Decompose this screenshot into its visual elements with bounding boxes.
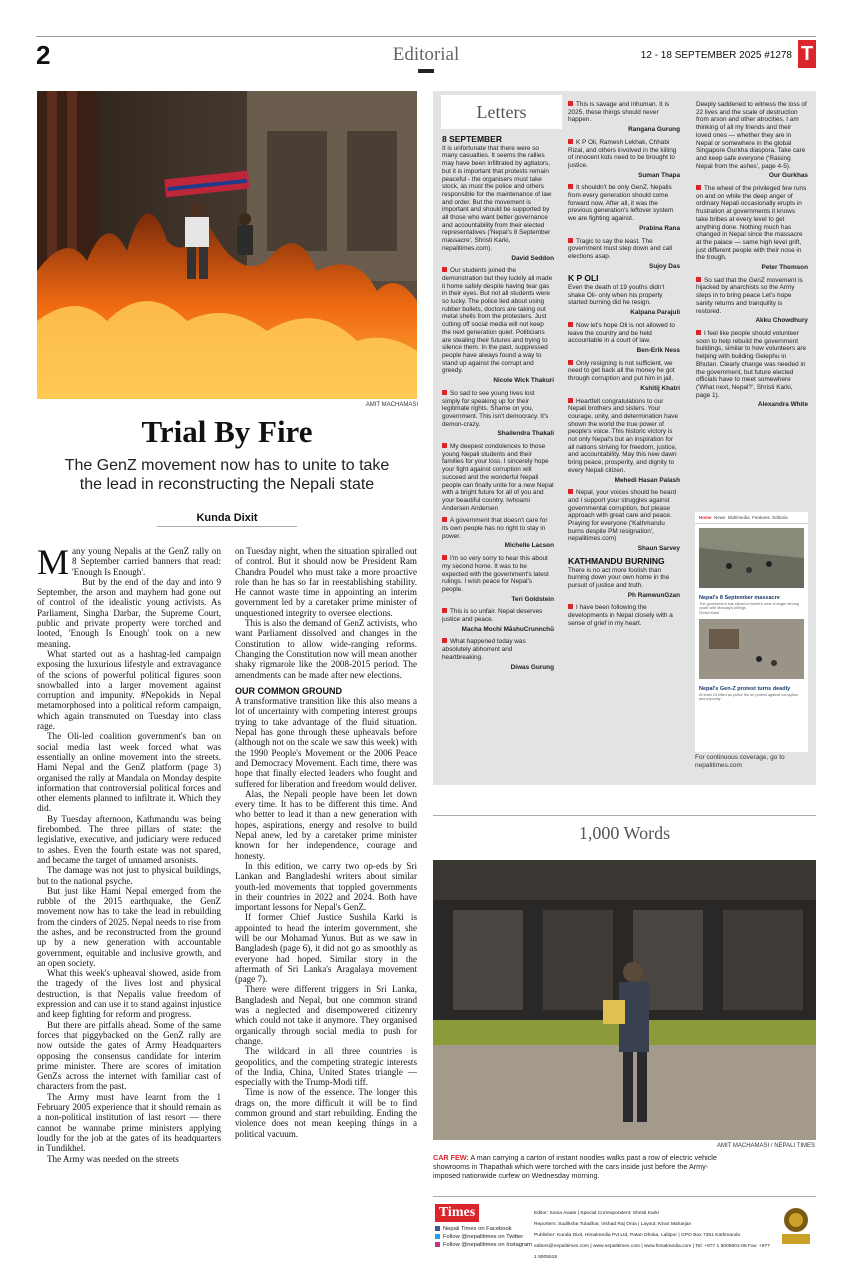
red-square-bullet-icon	[568, 360, 573, 365]
letter-text: My deepest condolences to those young Nepali students and their families for your loss. I sincerely hope your fight against corruption will succeed and the wonderful Nepali people can finally unite for a new Nepal with a bright future for all of you and your beautiful country. Iwhoami Andersen Andersen	[442, 443, 554, 512]
letter-heading: 8 SEPTEMBER	[442, 134, 502, 144]
red-square-bullet-icon	[442, 390, 447, 395]
standfirst: The GenZ movement now has to unite to take the lead in reconstructing the Nepali state	[64, 457, 390, 493]
red-square-bullet-icon	[568, 604, 573, 609]
letter-signature: Ben-Erik Ness	[636, 346, 680, 354]
letter-item	[696, 101, 808, 180]
red-square-bullet-icon	[568, 398, 573, 403]
web-story-headline-2: Nepal's Gen-Z protest turns deadly	[699, 686, 791, 692]
letter-text: Tragic to say the least. The government must step down and call elections asap.	[568, 237, 673, 260]
letter-text: It shouldn't be only GenZ, Nepalis from every generation should come forward now. After all, it was the previous generation's leftover system we are fighting against.	[568, 184, 674, 223]
letter-item	[442, 555, 554, 603]
article-paragraph: on Tuesday night, when the situation spiralled out of control. But it should now be President Ram Chandra Poudel who must take a more proactive role than he has so far in reestablishing stability. He cannot waste time in appointing an interim government led by a caretaker prime minister of unquestioned integrity to oversee elections.	[235, 546, 417, 618]
issue-date: 12 - 18 SEPTEMBER 2025 #1278	[640, 50, 792, 61]
article-paragraph: What started out as a hashtag-led campaign exposing the luxurious lifestyle and extravagance of the scions of powerful political figures soon snowballed into a larger movement against corruption and impunity. #Nepokids in Nepal metamorphosed into a political reform campaign, which again transmuted on Tuesday into class rage.	[37, 648, 221, 732]
fire-protest-image	[37, 91, 417, 399]
letter-text: I'm so very sorry to hear this about my second home. It was to be expected with the government's latest rulings. I wish peace for Nepal's people.	[442, 555, 549, 593]
times-logo-icon: T	[798, 40, 816, 68]
article-paragraph: There were different triggers in Sri Lanka, Bangladesh and Nepal, but one common strand was a neglected and disempowered citizenry which could not take it anymore. They organised organically through social media to push for change.	[235, 984, 417, 1046]
letter-item	[568, 101, 680, 134]
thousand-words-title: 1,000 Words	[578, 823, 671, 843]
web-story-image-2	[699, 619, 804, 679]
article-paragraph: What this week's upheaval showed, aside from the tragedy of the lives lost and physical destruction, is that Nepalis value freedom of expression and can use it to stand against injustice and keep fighting for reform and progress.	[37, 968, 221, 1020]
letter-item	[568, 489, 680, 553]
red-square-bullet-icon	[696, 185, 701, 190]
footer-rule	[433, 1196, 816, 1197]
letter-signature: Peter Thomson	[761, 264, 808, 272]
burnt-showroom-image	[433, 860, 816, 1140]
thousand-words-photo	[433, 860, 816, 1140]
letters-column-1	[442, 134, 554, 774]
red-square-bullet-icon	[442, 555, 447, 560]
letter-text: This is savage and inhuman. It is 2025, these things should never happen.	[568, 101, 670, 124]
article-paragraph: In this edition, we carry two op-eds by Sri Lankan and Bangladeshi writers about similar youth-led movements that toppled governments in their countries in 2022 and 2024. Both have important lessons for Nepal's GenZ.	[235, 860, 417, 913]
letter-text: Heartfelt congratulations to our Nepali brothers and sisters. Your courage, unity, and determination have shown the world the true power of people's voice. This historic victory is not only Nepal's but an inspiration for all nations striving for freedom, justice, and accountability. May this new dawn bring peace, prosperity, and dignity to every Nepali citizen.	[568, 397, 679, 474]
article-column-1	[37, 546, 221, 1252]
letter-item	[568, 398, 680, 485]
red-square-bullet-icon	[442, 608, 447, 613]
letter-item	[442, 517, 554, 550]
instagram-icon	[435, 1242, 440, 1247]
letter-signature: Alexandra White	[757, 401, 808, 409]
letter-text: Deeply saddened to witness the loss of 22 lives and the scale of destruction from arson and other atrocities. I am thinking of all my friends and their loved ones — whether they are in Nepal or somewhere in the global Singapore Gurkha diaspora. Take care and keep safe everyone ('Raising Nepal from the ashes', page 4-5).	[696, 101, 807, 170]
letter-signature: Diwas Gurung	[510, 663, 554, 671]
red-square-bullet-icon	[442, 517, 447, 522]
letter-item	[568, 238, 680, 271]
web-story-summary-1: The government has stirred a hornet's nest of anger among youth with Monday's killings	[699, 602, 799, 610]
drop-cap: M	[37, 546, 70, 582]
red-square-bullet-icon	[568, 322, 573, 327]
letter-item	[442, 267, 554, 385]
letter-text: Only resigning is not sufficient, we need to get back all the money he got through corruption and put him in jail.	[568, 359, 675, 383]
letter-text: What happened today was absolutely abhorrent and heartbreaking.	[442, 638, 526, 661]
section-underline	[418, 69, 434, 73]
letter-item	[442, 136, 554, 262]
header-rule	[36, 36, 816, 37]
red-square-bullet-icon	[568, 101, 573, 106]
article-paragraph: This is also the demand of GenZ activists, who want Parliament dissolved and changes in the Constitution to allow wide-ranging reforms. Changing the Constitution now will mean another shaky rigmarole like the 2008-2015 period. The amendments can be made after new elections.	[235, 618, 417, 680]
facebook-link[interactable]: Nepali Times on Facebook	[435, 1226, 512, 1232]
thousand-words-caption: CAR FEW: A man carrying a carton of instant noodles walks past a row of electric vehicle showrooms in Thapathali which were torched with the cars inside just before the Army-imposed nationwide curfew on Wednesday morning.	[433, 1153, 717, 1180]
letter-signature: Macha Mochi MāshuCrunnchū	[461, 625, 554, 633]
letter-item	[442, 443, 554, 512]
letter-signature: Teri Goldstein	[511, 595, 554, 603]
letter-text: Now let's hope Oli is not allowed to leave the country and be held accountable in a court of law.	[568, 321, 675, 345]
letter-signature: Suman Thapa	[638, 171, 680, 179]
article-paragraph: But just like Hami Nepal emerged from the rubble of the 2015 earthquake, the GenZ movement now has to take the lead in rebuilding from the cinders of 2025. Nepal needs to rise from the ashes, and be reconstructed from the ground up by a new generation with accountable government, equitable and inclusive growth, and an open society.	[37, 885, 221, 968]
article-column-2	[235, 546, 417, 1252]
letter-item	[696, 185, 808, 272]
article-paragraph: But by the end of the day and into 9 September, the arson and mayhem had gone out of control of the idealistic young activists. As Parliament, Singha Darbar, the Supreme Court, public and private property were torched and looted, 'Enough Is Enough' took on a new meaning.	[37, 576, 221, 649]
himalmedia-lion-icon	[776, 1202, 816, 1246]
article-paragraph: By Tuesday afternoon, Kathmandu was being firebombed. The three pillars of state: the legislative, executive, and judiciary were reduced to ashes. Even the fourth estate was not spared, and became the target of unnamed arsonists.	[37, 813, 221, 865]
red-square-bullet-icon	[568, 489, 573, 494]
letter-text: A government that doesn't care for its own people has no right to stay in power.	[442, 517, 548, 540]
lead-photo	[37, 91, 417, 399]
article-paragraph: The wildcard in all three countries is geopolitics, and the competing strategic interests of the India, China, United States triangle — especially with the Trump-Modi tiff.	[235, 1046, 417, 1088]
byline: Kunda Dixit	[196, 512, 258, 524]
letter-signature: Prabina Rana	[639, 224, 680, 232]
letter-signature: Mehedi Hasan Palash	[614, 476, 680, 484]
letter-item	[568, 322, 680, 355]
letter-signature: Michelle Lacson	[504, 542, 554, 550]
byline-rule	[157, 526, 297, 527]
red-square-bullet-icon	[442, 443, 447, 448]
letter-heading: K P OLI	[568, 273, 599, 284]
letter-item	[442, 608, 554, 633]
red-square-bullet-icon	[442, 267, 447, 272]
article-paragraph: But there are pitfalls ahead. Some of the same forces that piggybacked on the GenZ rally are now outside the gates of Army Headquarters opposing the consensus candidate for interim prime minister. There are scores of imitation GenZs across the internet with familiar cast of characters from the past.	[37, 1019, 221, 1092]
facebook-icon	[435, 1226, 440, 1231]
letter-text: Even the death of 19 youths didn't shake Oli- only when his property started burning did he resign.	[568, 284, 665, 307]
lead-photo-credit: AMIT MACHAMASI	[365, 402, 418, 408]
letter-item	[568, 139, 680, 180]
red-square-bullet-icon	[696, 277, 701, 282]
letter-signature: Akku Chowdhury	[755, 317, 808, 325]
article-paragraph: Many young Nepalis at the GenZ rally on 8 September carried banners that read: 'Enough Is Enough'.	[37, 546, 221, 582]
red-square-bullet-icon	[442, 638, 447, 643]
web-story-headline-1: Nepal's 8 September massacre	[699, 595, 780, 601]
letter-signature: Rangana Gurung	[628, 126, 680, 134]
instagram-link[interactable]: Follow @nepalitimes on Instagram	[435, 1242, 532, 1248]
letter-item	[442, 638, 554, 671]
red-square-bullet-icon	[568, 184, 573, 189]
letter-text: There is no act more foolish than burning down your own home in the pursuit of justice and truth.	[568, 566, 670, 589]
letter-text: So sad to see young lives lost simply for speaking up for their legitimate rights. Shame on you, government. This isn't democracy. It's demon-crazy.	[442, 389, 549, 428]
web-story-author-1: Shristi Karki	[699, 611, 720, 615]
letter-text: So sad that the GenZ movement is hijacked by anarchists so the Army steps in to bring peace Let's hope sanity returns and tranquility is restored.	[696, 276, 803, 315]
article-paragraph: The Army must have learnt from the 1 February 2005 experience that it should remain as a non-political institution of last resort — there cannot be wannabe prime ministers applying loudly for the job at the gates of its headquarters in Tundikhel.	[37, 1091, 221, 1154]
letter-text: It is unfortunate that there were so many casualties. It seems the rallies may have been infiltrated by agitators, but it is important that protests remain peaceful - the organisers must take stock, as must the police and others responsible for the maintenance of law and order. But the movement is important and should be supported by all those who want better governance and accountability from their elected representatives ('Nepal's 8 September massacre', Shristi Karki, nepalitimes.com).	[442, 144, 552, 252]
letter-heading: KATHMANDU BURNING	[568, 555, 665, 566]
website-nav: Home News Multimedia Features Editoria	[695, 512, 808, 524]
letter-item	[568, 604, 680, 627]
letter-text: I have been following the developments in Nepal closely with a sense of grief in my heart.	[568, 604, 673, 627]
letter-item	[568, 275, 680, 317]
website-caption: For continuous coverage, go to nepalitimes.com	[695, 754, 785, 769]
times-footer-logo: Times	[435, 1204, 479, 1222]
letter-item	[568, 184, 680, 232]
letter-signature: Kalpana Parajuli	[630, 309, 680, 317]
letter-item	[568, 360, 680, 393]
letter-text: This is so unfair. Nepal deserves justice and peace.	[442, 608, 543, 624]
letter-signature: Kshitij Khatri	[640, 384, 680, 392]
letter-item	[696, 277, 808, 325]
article-paragraph: If former Chief Justice Sushila Karki is appointed to head the interim government, she will be our Mohamad Yunus. But as we saw in Bangladesh (page 6), it did not go as smoothly as everyone had hoped. Similar story in the aftermath of Sri Lanka's Aragalaya movement (page 7).	[235, 912, 417, 985]
article-paragraph: Time is now of the essence. The longer this drags on, the more difficult it will be to find common ground and start rebuilding. Ending the violence does not mean keeping things in a political vacuum.	[235, 1087, 417, 1139]
letter-text: Our students joined the demonstration but they luckily all made it home safely despite having tear gas in their eyes. But not all students were so lucky. The police lied about using rubber bullets, doctors are taking out metal shells from the protesters. Just cutting off social media will not keep the next generation quiet. Politicians are stealing their futures and trying to silence them. In the past, suppressed people have always found a way to stand up against the corrupt and greedy.	[442, 267, 553, 375]
website-thumbnail[interactable]	[695, 512, 808, 752]
red-square-bullet-icon	[568, 238, 573, 243]
letter-text: I feel like people should volunteer soon to help rebuild the government buildings, similar to how volunteers are helping with building Gelephu in Bhutan. Clearly change was needed in the government, but future elected officials have to meet somewhere ('What next, Nepal?', Shristi Karki, page 1).	[696, 329, 807, 399]
letter-signature: Nicole Wick Thakuri	[493, 377, 554, 385]
red-square-bullet-icon	[568, 139, 573, 144]
article-paragraph: Alas, the Nepali people have been let down every time. It has to be different this time. And who better to lead it than a new generation with hopes, aspirations, energy and resolve to build Nepal anew, led by a caretaker prime minister known for her independence, courage and honesty.	[235, 788, 417, 861]
thousand-words-rule	[433, 815, 816, 816]
letter-item	[568, 555, 680, 600]
web-story-image-1	[699, 528, 804, 588]
letter-text: Nepal, your voices should be heard and I support your struggles against governmental corruption, but please approach with great care and peace. Praying for everyone ('Kathmandu burns despite PM resignation', nepalitimes.com)	[568, 489, 677, 543]
thousand-words-credit: AMIT MACHAMASI / NEPALI TIMES	[716, 1143, 815, 1149]
letter-signature: Sujoy Das	[649, 262, 680, 270]
letter-signature: David Seddon	[511, 254, 554, 262]
letter-signature: Shaun Sarvey	[637, 545, 680, 553]
letter-item	[696, 330, 808, 409]
red-square-bullet-icon	[696, 330, 701, 335]
letters-title: Letters	[441, 95, 562, 129]
letter-signature: Ph RamwunGzan	[627, 591, 680, 599]
article-subhead: OUR COMMON GROUND	[235, 685, 342, 696]
letter-text: The wheel of the privileged few runs on and on while the deep anger of ordinary Nepali occasionally erupts in frustration at governments it knows take bribes at every level to get anything done. Nothing much has changed in Nepal since the massacre at the palace — same high level grift, just different people with their nose in the trough.	[696, 185, 807, 262]
letter-signature: Our Gurkhas	[768, 172, 808, 180]
letter-text: K P Oli, Ramesh Lekhak, Chhabi Rizal, and others involved in the killing of innocent kids need to be brought to justice.	[568, 138, 677, 169]
letter-signature: Shailendra Thakali	[497, 430, 554, 438]
article-paragraph: The Oli-led coalition government's ban on social media last week forced what was essentially an online movement into the streets. Hami Nepal and the GenZ platform (page 3) organised the rally at Mandala on Monday despite information that controversial political forces and other elements planned to infiltrate it. Which they did.	[37, 731, 221, 814]
page-number: 2	[36, 40, 51, 70]
twitter-icon	[435, 1234, 440, 1239]
article-paragraph: The damage was not just to physical buildings, but to the national psyche.	[37, 865, 221, 886]
letter-item	[442, 390, 554, 438]
masthead-info: Editor: Sonia Awale | Special Correspondent: Shristi Karki Reporters: Sudiksha Tuladhar, Vishad Raj Onta | Layout: Kiran Maharjan Publisher: Kunda Dixit, Himalmedia Pvt Ltd, Patan Dhoka, Lalitpur | GPO Box 7251 Kathmandu editors@nepalitimes.com | www.nepalitimes.com | www.himalmedia.com | Tel: +977 1 5005601-08 Fax: +977 1 5005518	[534, 1211, 770, 1260]
article-paragraph: The Army was needed on the streets	[47, 1153, 179, 1164]
letters-column-3	[696, 101, 808, 509]
twitter-link[interactable]: Follow @nepalitimes on Twitter	[435, 1234, 523, 1240]
article-paragraph: A transformative transition like this also means a lot of uncertainty with competing interest groups trying to take advantage of the fluid situation. Nepal has gone through these upheavals before (although not on the scale we saw this week) with the 1990 People's Movement or the 2006 Peace and Democracy Movement. Each time, there was hope that finally elected leaders who fought and suffered for liberation and freedom would deliver.	[235, 696, 417, 789]
headline: Trial By Fire	[141, 414, 313, 449]
web-story-summary-2: At least 19 killed as police fire on protest against corruption and impunity	[699, 693, 799, 701]
section-title: Editorial	[392, 44, 460, 65]
letters-column-2	[568, 101, 680, 775]
